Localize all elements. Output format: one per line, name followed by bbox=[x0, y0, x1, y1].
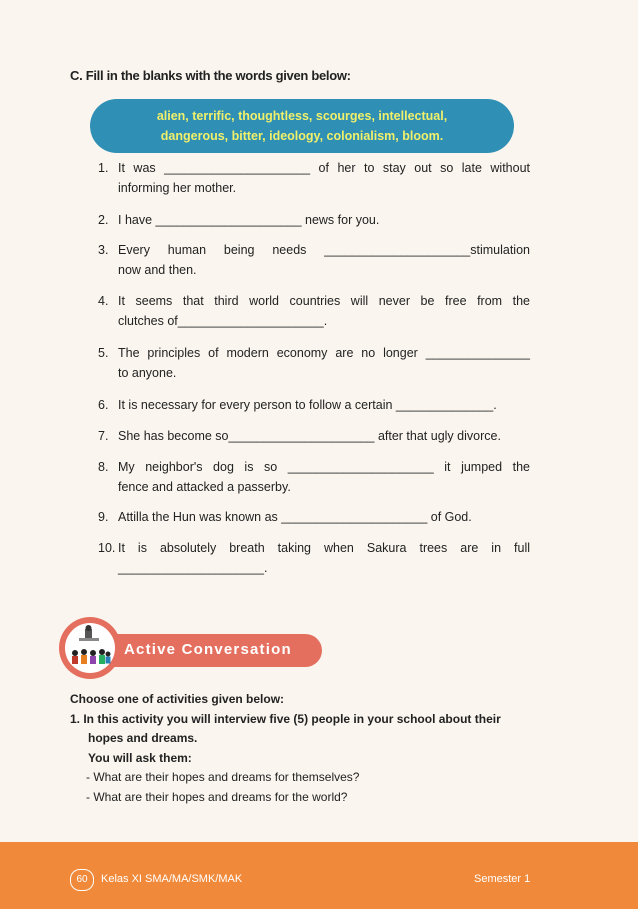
word-bank-line-2: dangerous, bitter, ideology, colonialism, bloom. bbox=[160, 129, 444, 143]
list-item bbox=[98, 395, 530, 426]
ask-label: You will ask them: bbox=[88, 750, 192, 765]
item-line: It seems that third world countries will never be free from the bbox=[118, 294, 530, 308]
list-item bbox=[98, 457, 530, 507]
semester-label: Semester 1 bbox=[474, 873, 531, 885]
item-number: 9. bbox=[98, 510, 109, 524]
item-number: 5. bbox=[98, 346, 109, 360]
item-number: 3. bbox=[98, 243, 109, 257]
item-line: She has become so_____________________ after that ugly divorce. bbox=[118, 429, 501, 443]
list-item bbox=[98, 158, 530, 210]
item-line: Every human being needs _____________________stimulation bbox=[118, 243, 530, 257]
instruction-text: Choose one of activities given below: bbox=[70, 692, 285, 706]
page-footer bbox=[0, 842, 638, 909]
item-number: 7. bbox=[98, 429, 109, 443]
list-item bbox=[98, 240, 530, 291]
question-item: - What are their hopes and dreams for themselves? bbox=[86, 770, 360, 784]
question-item: - What are their hopes and dreams for the world? bbox=[86, 789, 348, 804]
word-bank-line-1: alien, terrific, thoughtless, scourges, intellectual, bbox=[156, 109, 448, 123]
item-number: 2. bbox=[98, 213, 109, 227]
fill-blank-list bbox=[98, 158, 530, 582]
item-number: 1. bbox=[98, 161, 109, 175]
activity-point-1: 1. In this activity you will interview five (5) people in your school about their bbox=[70, 711, 501, 726]
item-line: My neighbor's dog is so _____________________ it jumped the bbox=[118, 460, 530, 474]
item-line: It is necessary for every person to follow a certain ______________. bbox=[118, 398, 497, 412]
list-item bbox=[98, 210, 530, 240]
item-number: 8. bbox=[98, 460, 109, 474]
people-illustration-icon bbox=[65, 623, 115, 673]
item-number: 10. bbox=[98, 541, 116, 555]
list-item bbox=[98, 507, 530, 538]
list-item bbox=[98, 343, 530, 395]
item-line: The principles of modern economy are no longer _______________ bbox=[118, 346, 530, 360]
item-line: to anyone. bbox=[118, 366, 177, 380]
active-conversation-body bbox=[70, 690, 540, 807]
active-conversation-title: Active Conversation bbox=[124, 641, 292, 658]
book-title: Kelas XI SMA/MA/SMK/MAK bbox=[101, 873, 243, 885]
item-line: It is absolutely breath taking when Sakura trees are in full bbox=[118, 541, 530, 555]
item-line: It was _____________________ of her to stay out so late without bbox=[118, 161, 530, 175]
item-line: fence and attacked a passerby. bbox=[118, 480, 291, 494]
list-item bbox=[98, 426, 530, 457]
item-line: I have _____________________ news for you. bbox=[118, 213, 380, 227]
item-line: Attilla the Hun was known as _____________________ of God. bbox=[118, 510, 472, 524]
section-c-heading: C. Fill in the blanks with the words given below: bbox=[70, 68, 351, 83]
item-line: now and then. bbox=[118, 263, 197, 277]
list-item bbox=[98, 291, 530, 343]
item-number: 6. bbox=[98, 398, 109, 412]
word-bank bbox=[90, 99, 514, 153]
list-item bbox=[98, 538, 530, 582]
item-line: clutches of_____________________. bbox=[118, 314, 328, 328]
item-number: 4. bbox=[98, 294, 109, 308]
page-number: 60 bbox=[70, 869, 94, 891]
item-line: _____________________. bbox=[118, 561, 268, 575]
item-line: informing her mother. bbox=[118, 181, 237, 195]
activity-point-1-continued: hopes and dreams. bbox=[88, 731, 198, 745]
